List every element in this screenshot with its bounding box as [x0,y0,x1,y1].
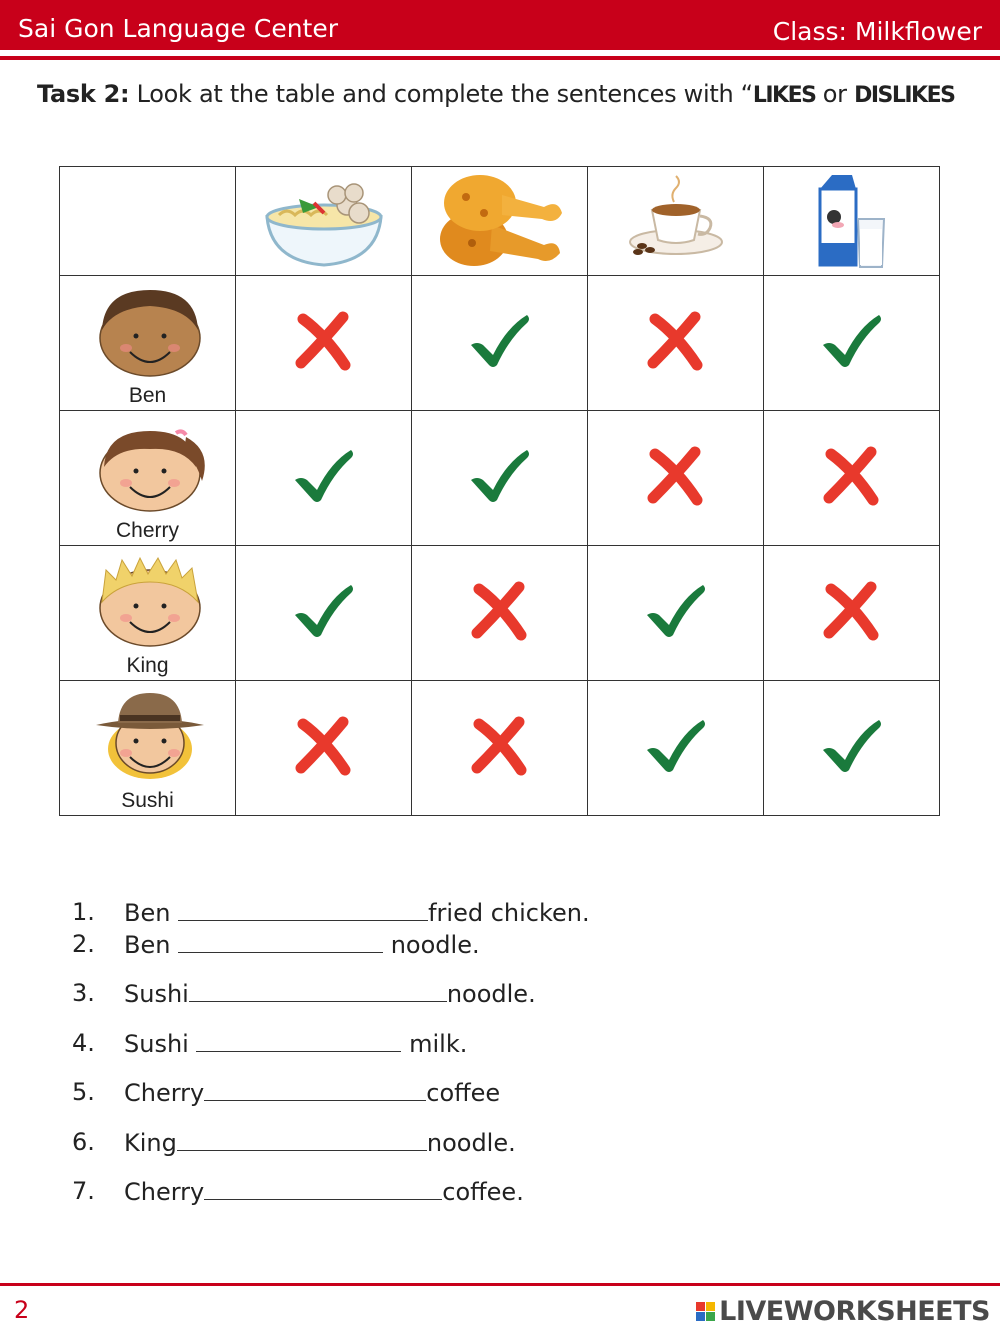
brand-watermark [696,1296,990,1327]
checkmark-icon [289,581,359,641]
food-header-row [60,167,940,276]
cross-icon [817,446,887,506]
noodle-bowl-icon [259,169,389,269]
checkmark-icon [817,716,887,776]
kid-row-cherry [60,411,940,546]
header-divider [0,56,1000,60]
mark-cell [236,681,412,816]
mark-cell [236,276,412,411]
footer-divider [0,1283,1000,1286]
cross-icon [641,311,711,371]
likes-table [59,166,940,816]
kid-name-label: Sushi [121,789,174,812]
kid-portrait [90,552,210,656]
mark-cell [412,681,588,816]
coffee-cup-icon [626,174,726,264]
kid-row-sushi [60,681,940,816]
food-cell-milk [764,167,940,276]
sentence-end: fried chicken. [428,899,590,927]
mark-cell [588,276,764,411]
answer-blank[interactable] [204,1078,426,1101]
answer-blank[interactable] [177,1128,427,1151]
fried-chicken-icon [432,167,567,271]
kid-name-cell [60,411,236,546]
kid-name-cell [60,276,236,411]
sentence-start: Cherry [124,1178,205,1206]
sentence-end: noodle. [426,1129,516,1157]
sentence-number: 7. [72,1177,95,1205]
checkmark-icon [289,446,359,506]
checkmark-icon [817,311,887,371]
milk-carton-icon [812,167,892,271]
center-name: Sai Gon Language Center [18,14,339,43]
kid-portrait [90,687,210,791]
king-face-icon [90,552,210,652]
brand-text: LIVEWORKSHEETS [719,1296,990,1327]
checkmark-icon [465,446,535,506]
sentence-start: Ben [124,931,179,959]
sentence-body [124,1128,516,1157]
class-label: Class: Milkflower [772,17,982,46]
sentence-number: 2. [72,930,95,958]
sushi-face-icon [90,687,210,787]
task-text: Look at the table and complete the sentences with “ [136,80,753,108]
cross-icon [465,716,535,776]
cross-icon [289,311,359,371]
sentence-body [124,1029,467,1058]
sentence-end: coffee [426,1079,501,1107]
checkmark-icon [641,581,711,641]
mark-cell [412,276,588,411]
mark-cell [412,411,588,546]
sentence-start: Sushi [124,1030,197,1058]
mark-cell [236,411,412,546]
cross-icon [641,446,711,506]
kid-row-king [60,546,940,681]
sentence-body [124,979,536,1008]
sentence-body [124,1177,524,1206]
sentence-number: 4. [72,1029,95,1057]
mark-cell [764,681,940,816]
sentence-end: noodle. [446,980,536,1008]
sentence-number: 6. [72,1128,95,1156]
mark-cell [588,681,764,816]
kid-name-cell [60,546,236,681]
sentence-body [124,930,480,959]
sentence-number: 5. [72,1078,95,1106]
sentence-start: Sushi [124,980,189,1008]
answer-blank[interactable] [178,930,383,953]
kid-name-label: Ben [128,384,167,407]
sentence-number: 3. [72,979,95,1007]
mark-cell [236,546,412,681]
answer-blank[interactable] [178,898,428,921]
sentence-number: 1. [72,898,95,926]
cross-icon [465,581,535,641]
mark-cell [764,276,940,411]
answer-blank[interactable] [189,979,447,1002]
task-instruction [37,80,954,108]
food-cell-chicken [412,167,588,276]
page-number: 2 [14,1296,30,1324]
cross-icon [817,581,887,641]
sentence-end: coffee. [442,1178,524,1206]
sentence-body [124,898,590,927]
kid-portrait [90,417,210,521]
sentence-end: noodle. [383,931,480,959]
sentence-end: milk. [401,1030,468,1058]
empty-corner-cell [60,167,236,276]
kid-row-ben [60,276,940,411]
mark-cell [764,411,940,546]
cross-icon [289,716,359,776]
kid-name-label: Cherry [115,519,179,542]
sentence-start: Cherry [124,1079,205,1107]
kid-portrait [90,282,210,386]
mark-cell [588,411,764,546]
brand-logo-icon [696,1302,715,1321]
mark-cell [412,546,588,681]
mark-cell [588,546,764,681]
sentence-start: King [124,1129,177,1157]
sentence-body [124,1078,500,1107]
keyword-or: or [815,80,855,108]
keyword-dislikes: DISLIKES [854,83,955,108]
page-header [0,0,1000,50]
task-label: Task 2: [37,80,130,108]
cherry-face-icon [90,417,210,517]
checkmark-icon [641,716,711,776]
ben-face-icon [90,282,210,382]
mark-cell [764,546,940,681]
kid-name-label: King [126,654,169,677]
checkmark-icon [465,311,535,371]
answer-blank[interactable] [204,1177,442,1200]
food-cell-noodle [236,167,412,276]
kid-name-cell [60,681,236,816]
food-cell-coffee [588,167,764,276]
answer-blank[interactable] [196,1029,401,1052]
sentence-start: Ben [124,899,179,927]
keyword-likes: LIKES [752,83,816,108]
